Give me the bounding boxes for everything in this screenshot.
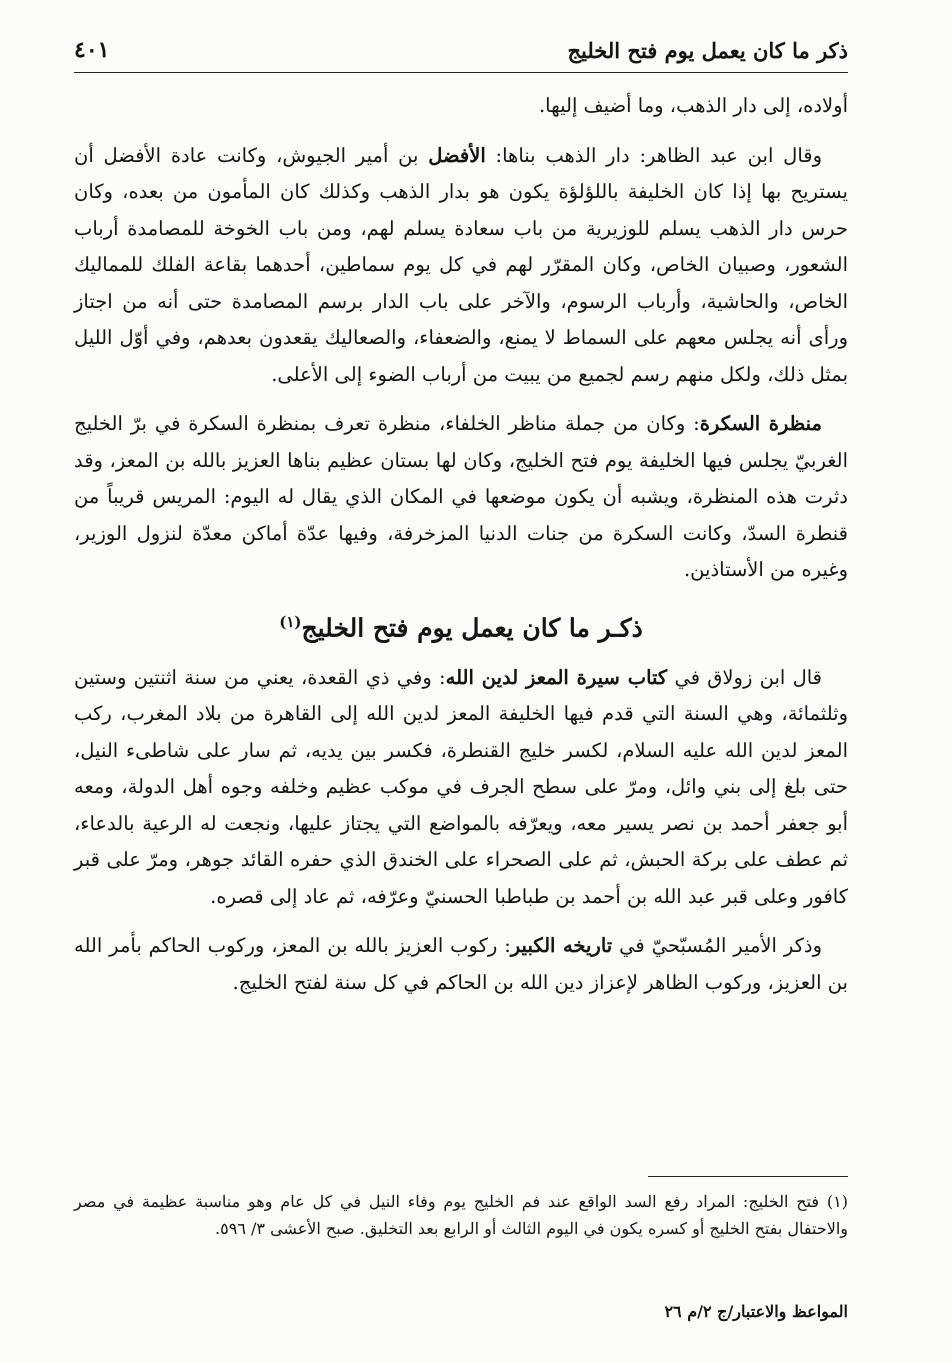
paragraph-3 [74,406,848,589]
paragraph-text: : وفي ذي القعدة، يعني من سنة اثنتين وستين وثلثمائة، وهي السنة التي قدم فيها الخليفة المعز لدين الله إلى القاهرة من بلاد المغرب، ركب المعز لدين الله عليه السلام، لكسر خليج القنطرة، فكسر بين يديه، ثم سار على شاطىء النيل، حتى بلغ إلى بني وائل، ومرّ على سطح الجرف في موكب عظيم وخلفه وجوه أهل الدولة، ومعه أبو جعفر أحمد بن نصر يسير معه، ويعرّفه بالمواضع التي يجتاز عليها، ونجعت له الرعية بالدعاء، ثم عطف على بركة الحبش، ثم على الصحراء على الخندق الذي حفره القائد جوهر، ومرّ على قبر كافور وعلى قبر عبد الله بن أحمد بن طباطبا الحسنيّ وعرّفه، ثم عاد إلى قصره. [74,665,848,908]
paragraph-text: قال ابن زولاق في [667,665,822,689]
bold-term: منظرة السكرة [699,412,822,435]
page-number: ٤٠١ [74,37,110,63]
footnote-1: (١) فتح الخليج: المراد رفع السد الواقع عند فم الخليج يوم وفاء النيل في كل عام وهو مناسبة عظيمة في مصر والاحتفال بفتح الخليج أو كسره يكون في اليوم الثالث أو الرابع بعد التخليق. صبح الأعشى ٣/ ٥٩٦. [74,1192,848,1238]
paragraph-text: : وكان من جملة مناظر الخلفاء، منظرة تعرف بمنظرة السكرة في برّ الخليج الغربيّ يجلس فيها الخليفة يوم فتح الخليج، وكان لها بستان عظيم بناها العزيز بالله بن المعز، وقد دثرت هذه المنظرة، ويشبه أن يكون موضعها في المكان الذي يقال له اليوم: المريس قريباً من قنطرة السدّ، وكانت السكرة من جنات الدنيا المزخرفة، وفيها عدّة أماكن معدّة لنزول الوزير، وغيره من الأستاذين. [74,412,848,581]
bold-term: كتاب سيرة المعز لدين الله [445,665,668,689]
page-body [74,88,848,1014]
paragraph-text: : ركوب العزيز بالله بن المعز، وركوب الحاكم بأمر الله بن العزيز، وركوب الظاهر لإعزاز دين الله بن الحاكم في كل سنة لفتح الخليج. [74,934,848,994]
running-title: ذكر ما كان يعمل يوم فتح الخليج [567,37,848,63]
page-header [74,28,848,73]
footnotes [74,1188,848,1242]
page-footer: المواعظ والاعتبار/ج ٢/م ٢٦ [664,1302,848,1321]
paragraph-text: أولاده، إلى دار الذهب، وما أضيف إليها. [538,94,848,117]
section-title-text: ذكـر ما كان يعمل يوم فتح الخليج [301,612,643,642]
paragraph-4 [74,660,848,916]
footnote-divider [648,1176,848,1177]
paragraph-text: بن أمير الجيوش، وكانت عادة الأفضل أن يستريح بها إذا كان الخليفة باللؤلؤة يكون هو بدار الذهب وكذلك كان المأمون من بعده، وكان حرس دار الذهب يسلم للوزيرية من باب سعادة يسلم لهم، ومن باب الخوخة للمصامدة أرباب الشعور، وصبيان الخاص، وكان المقرّر لهم في كل يوم سماطين، أحدهما بقاعة الفلك للمماليك الخاص، والحاشية، وأرباب الرسوم، والآخر على باب الدار برسم المصامدة حتى أنه من اجتاز ورأى أنه يجلس معهم على السماط لا يمنع، والضعفاء، والصعاليك يقعدون بعدهم، وفي أوّل الليل بمثل ذلك، ولكل منهم رسم لجميع من يبيت من أرباب الضوء إلى الأعلى. [74,143,848,386]
paragraph-1 [74,88,848,125]
footnote-ref[interactable]: (١) [279,612,302,631]
paragraph-text: وقال ابن عبد الظاهر: دار الذهب بناها: [485,143,822,167]
section-title [74,602,848,648]
paragraph-5 [74,928,848,1001]
paragraph-text: وذكر الأمير المُسبّحيّ في [612,934,822,958]
paragraph-2 [74,138,848,394]
bold-term: الأفضل [428,143,486,167]
bold-term: تاريخه الكبير [510,934,613,958]
